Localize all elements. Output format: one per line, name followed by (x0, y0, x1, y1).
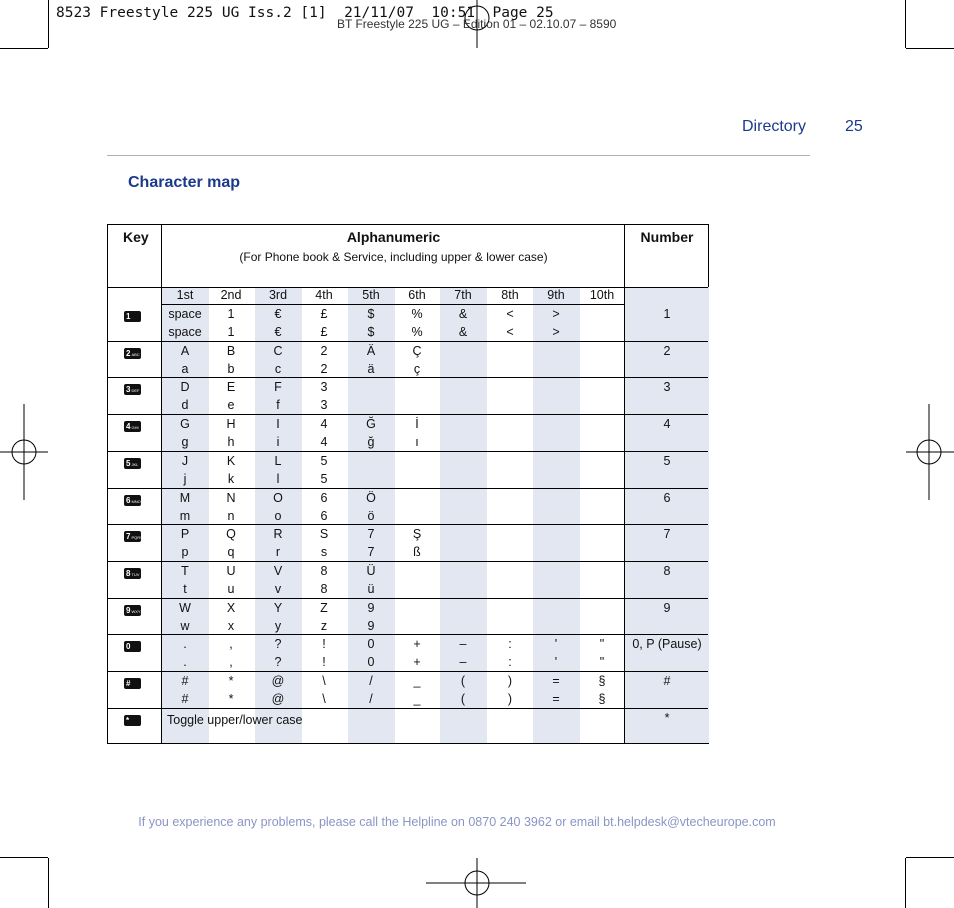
char-cell-upper: R (273, 527, 283, 541)
char-cell-upper: J (181, 454, 189, 468)
header-rule (107, 155, 810, 156)
char-cell-upper: ! (322, 637, 326, 651)
character-map-table (107, 224, 709, 744)
crop-mark (906, 857, 954, 858)
char-cell-upper: 1 (227, 307, 235, 321)
char-cell-lower: ' (554, 655, 558, 669)
char-cell-lower: z (320, 619, 328, 633)
char-cell-upper: _ (413, 674, 421, 688)
char-cell-upper: £ (320, 307, 328, 321)
char-cell-upper: * (228, 674, 234, 688)
char-cell-lower: y (274, 619, 282, 633)
char-cell-upper: Ç (412, 344, 422, 358)
char-cell-upper: Ö (366, 491, 376, 505)
char-cell-upper: C (273, 344, 283, 358)
char-cell-upper: – (459, 637, 467, 651)
char-cell-lower: ü (367, 582, 375, 596)
char-cell-lower: ç (413, 362, 421, 376)
char-cell-lower: £ (320, 325, 328, 339)
key-label: 4 (126, 422, 131, 431)
char-cell-lower: ö (367, 509, 375, 523)
table-divider (108, 634, 708, 635)
char-cell-lower: h (227, 435, 235, 449)
table-divider (108, 488, 708, 489)
char-cell-upper: M (179, 491, 191, 505)
char-cell-upper: Ä (366, 344, 376, 358)
char-cell-lower: – (459, 655, 467, 669)
char-cell-lower: space (168, 325, 202, 339)
key-label: 2 (126, 349, 131, 358)
key-8-icon (124, 605, 144, 616)
char-cell-lower: # (181, 692, 189, 706)
char-cell-lower: % (411, 325, 423, 339)
key-letters: DEF (131, 388, 140, 393)
char-cell-lower: $ (367, 325, 375, 339)
helpline-footer: If you experience any problems, please call the Helpline on 0870 240 3962 or email bt.helpdesk@vtecheurope.com (138, 815, 776, 829)
char-cell-lower: b (227, 362, 235, 376)
col-alpha-note: (For Phone book & Service, including upper & lower case) (239, 250, 548, 264)
table-divider (108, 414, 708, 415)
key-10-icon (124, 678, 141, 689)
char-cell-upper: I (276, 417, 280, 431)
char-cell-upper: \ (322, 674, 326, 688)
char-cell-upper: 7 (367, 527, 375, 541)
table-divider (108, 598, 708, 599)
key-11-icon (124, 715, 141, 726)
char-cell-lower: i (276, 435, 280, 449)
key-5-icon (124, 495, 141, 506)
char-cell-lower: p (181, 545, 189, 559)
char-cell-lower: ? (274, 655, 282, 669)
char-cell-lower: : (508, 655, 512, 669)
char-cell-upper: G (180, 417, 190, 431)
char-cell-lower: 8 (320, 582, 328, 596)
char-cell-upper: % (411, 307, 423, 321)
ordinal-header: 8th (501, 288, 519, 302)
key-6-icon (124, 531, 141, 542)
char-cell-upper: 8 (320, 564, 328, 578)
char-cell-upper: + (413, 637, 421, 651)
char-cell-lower: ı (415, 435, 419, 449)
char-cell-upper: Z (320, 601, 328, 615)
key-label: 6 (126, 496, 131, 505)
char-cell-lower: c (274, 362, 282, 376)
char-cell-lower: 5 (320, 472, 328, 486)
ordinal-header: 6th (408, 288, 426, 302)
char-cell-lower: & (458, 325, 468, 339)
number-cell: * (664, 711, 670, 725)
crop-mark (0, 48, 48, 49)
char-cell-lower: f (276, 398, 280, 412)
char-cell-lower: = (552, 692, 560, 706)
char-cell-lower: + (413, 655, 421, 669)
char-cell-lower: " (599, 655, 605, 669)
registration-mark-left (0, 402, 60, 502)
key-3-icon (124, 421, 141, 432)
char-cell-upper: P (180, 527, 190, 541)
key-7-icon (124, 568, 141, 579)
key-1-icon (124, 348, 141, 359)
char-cell-upper: 9 (367, 601, 375, 615)
key-label: 5 (126, 459, 131, 468)
key-letters: WXYZ (131, 609, 144, 614)
slug-edition-line: BT Freestyle 225 UG – Edition 01 – 02.10.07 – 8590 (337, 17, 617, 31)
number-cell: 8 (663, 564, 671, 578)
ordinal-header: 7th (454, 288, 472, 302)
char-cell-lower: 6 (320, 509, 328, 523)
char-cell-lower: ( (460, 692, 466, 706)
char-cell-upper: Ğ (366, 417, 376, 431)
table-divider (108, 524, 708, 525)
char-cell-lower: m (179, 509, 191, 523)
char-cell-upper: ) (507, 674, 513, 688)
registration-mark-bottom (426, 856, 528, 908)
char-cell-upper: , (229, 637, 233, 651)
char-cell-lower: r (275, 545, 281, 559)
char-cell-lower: ğ (367, 435, 375, 449)
char-cell-lower: 1 (227, 325, 235, 339)
key-label: # (126, 679, 131, 688)
key-label: 8 (126, 569, 131, 578)
char-cell-lower: k (227, 472, 235, 486)
char-cell-lower: d (181, 398, 189, 412)
char-cell-upper: E (226, 380, 236, 394)
char-cell-upper: > (552, 307, 560, 321)
char-cell-lower: 3 (320, 398, 328, 412)
char-cell-upper: # (181, 674, 189, 688)
char-cell-upper: & (458, 307, 468, 321)
char-cell-lower: § (598, 692, 606, 706)
char-cell-upper: 6 (320, 491, 328, 505)
char-cell-lower: u (227, 582, 235, 596)
toggle-case-text: Toggle upper/lower case (167, 713, 303, 727)
char-cell-upper: A (180, 344, 190, 358)
char-cell-lower: . (183, 655, 187, 669)
number-cell: 6 (663, 491, 671, 505)
char-cell-lower: j (183, 472, 187, 486)
char-cell-upper: § (598, 674, 606, 688)
table-divider (108, 708, 708, 709)
crop-mark (48, 0, 49, 48)
slug-print-line: 8523 Freestyle 225 UG Iss.2 [1] 21/11/07 10:51 Page 25 (56, 5, 554, 21)
char-cell-upper: $ (367, 307, 375, 321)
key-letters: MNO (131, 499, 141, 504)
key-4-icon (124, 458, 141, 469)
page-title: Character map (128, 174, 241, 191)
char-cell-lower: 2 (320, 362, 328, 376)
char-cell-lower: q (227, 545, 235, 559)
char-cell-upper: space (168, 307, 202, 321)
table-divider (108, 341, 708, 342)
key-9-icon (124, 641, 141, 652)
char-cell-lower: 4 (320, 435, 328, 449)
char-cell-upper: Ş (412, 527, 422, 541)
table-divider (108, 561, 708, 562)
char-cell-upper: K (226, 454, 236, 468)
char-cell-upper: 4 (320, 417, 328, 431)
char-cell-lower: w (180, 619, 190, 633)
char-cell-lower: ! (322, 655, 326, 669)
table-divider (108, 671, 708, 672)
key-label: 3 (126, 385, 131, 394)
number-cell: # (663, 674, 671, 688)
key-2-icon (124, 384, 141, 395)
number-cell: 7 (663, 527, 671, 541)
char-cell-lower: > (552, 325, 560, 339)
char-cell-upper: W (179, 601, 191, 615)
char-cell-upper: . (183, 637, 187, 651)
number-cell: 3 (663, 380, 671, 394)
char-cell-upper: İ (415, 417, 419, 431)
char-cell-lower: t (183, 582, 187, 596)
table-divider (108, 451, 708, 452)
number-cell: 2 (663, 344, 671, 358)
char-cell-upper: F (274, 380, 282, 394)
char-cell-upper: @ (271, 674, 285, 688)
char-cell-upper: L (274, 454, 282, 468)
registration-mark-right (900, 402, 954, 502)
ordinal-header: 9th (547, 288, 565, 302)
crop-mark (906, 48, 954, 49)
key-letters: TUV (131, 572, 140, 577)
char-cell-lower: 9 (367, 619, 375, 633)
char-cell-upper: Q (226, 527, 236, 541)
char-cell-upper: < (506, 307, 514, 321)
char-cell-upper: N (226, 491, 236, 505)
key-letters: GHI (131, 425, 139, 430)
key-label: 0 (126, 642, 131, 651)
ordinal-header: 4th (315, 288, 333, 302)
char-cell-upper: 0 (367, 637, 375, 651)
table-divider (108, 377, 708, 378)
section-title: Directory (742, 118, 807, 135)
char-cell-upper: B (226, 344, 236, 358)
key-0-icon (124, 311, 141, 322)
char-cell-upper: S (319, 527, 329, 541)
key-label: 1 (126, 312, 131, 321)
col-alpha-header: Alphanumeric (346, 229, 441, 245)
char-cell-lower: \ (322, 692, 326, 706)
char-cell-lower: s (320, 545, 328, 559)
char-cell-lower: ä (367, 362, 375, 376)
char-cell-upper: T (181, 564, 189, 578)
col-key-header: Key (123, 229, 149, 245)
table-divider (162, 304, 625, 305)
char-cell-upper: H (226, 417, 236, 431)
char-cell-lower: o (274, 509, 282, 523)
key-letters: JKL (131, 462, 139, 467)
char-cell-lower: n (227, 509, 235, 523)
char-cell-lower: 0 (367, 655, 375, 669)
char-cell-upper: " (599, 637, 605, 651)
char-cell-upper: ( (460, 674, 466, 688)
char-cell-lower: v (274, 582, 282, 596)
char-cell-upper: X (226, 601, 236, 615)
char-cell-upper: : (508, 637, 512, 651)
char-cell-upper: = (552, 674, 560, 688)
page-number: 25 (845, 118, 863, 135)
ordinal-header: 1st (176, 288, 194, 302)
char-cell-lower: ) (507, 692, 513, 706)
char-cell-upper: ' (554, 637, 558, 651)
char-cell-upper: ? (274, 637, 282, 651)
number-cell: 5 (663, 454, 671, 468)
char-cell-lower: a (181, 362, 189, 376)
number-cell: 4 (663, 417, 671, 431)
char-cell-upper: / (369, 674, 373, 688)
char-cell-lower: ß (413, 545, 421, 559)
number-cell: 9 (663, 601, 671, 615)
char-cell-lower: < (506, 325, 514, 339)
char-cell-upper: U (226, 564, 236, 578)
char-cell-lower: _ (413, 692, 421, 706)
col-number-header: Number (640, 229, 694, 245)
crop-mark (905, 858, 906, 908)
char-cell-lower: 7 (367, 545, 375, 559)
char-cell-upper: 2 (320, 344, 328, 358)
char-cell-lower: e (227, 398, 235, 412)
key-letters: PQRS (131, 535, 143, 540)
char-cell-upper: Y (273, 601, 283, 615)
char-cell-lower: € (274, 325, 282, 339)
crop-mark (905, 0, 906, 48)
key-label: 7 (126, 532, 131, 541)
number-cell: 1 (663, 307, 671, 321)
char-cell-lower: / (369, 692, 373, 706)
crop-mark (48, 858, 49, 908)
char-cell-upper: Ü (366, 564, 376, 578)
key-letters: ABC (131, 352, 140, 357)
char-cell-upper: V (273, 564, 283, 578)
crop-mark (0, 857, 48, 858)
char-cell-lower: , (229, 655, 233, 669)
char-cell-upper: € (274, 307, 282, 321)
char-cell-lower: x (227, 619, 235, 633)
char-cell-upper: 3 (320, 380, 328, 394)
key-label: * (126, 716, 130, 725)
char-cell-lower: g (181, 435, 189, 449)
char-cell-lower: * (228, 692, 234, 706)
char-cell-upper: O (273, 491, 283, 505)
ordinal-header: 2nd (220, 288, 242, 302)
ordinal-header: 5th (362, 288, 380, 302)
char-cell-upper: 5 (320, 454, 328, 468)
char-cell-lower: @ (271, 692, 285, 706)
number-cell: 0, P (Pause) (632, 637, 702, 651)
char-cell-upper: D (180, 380, 190, 394)
ordinal-header: 3rd (268, 288, 288, 302)
char-cell-lower: l (276, 472, 280, 486)
ordinal-header: 10th (589, 288, 615, 302)
key-label: 9 (126, 606, 131, 615)
